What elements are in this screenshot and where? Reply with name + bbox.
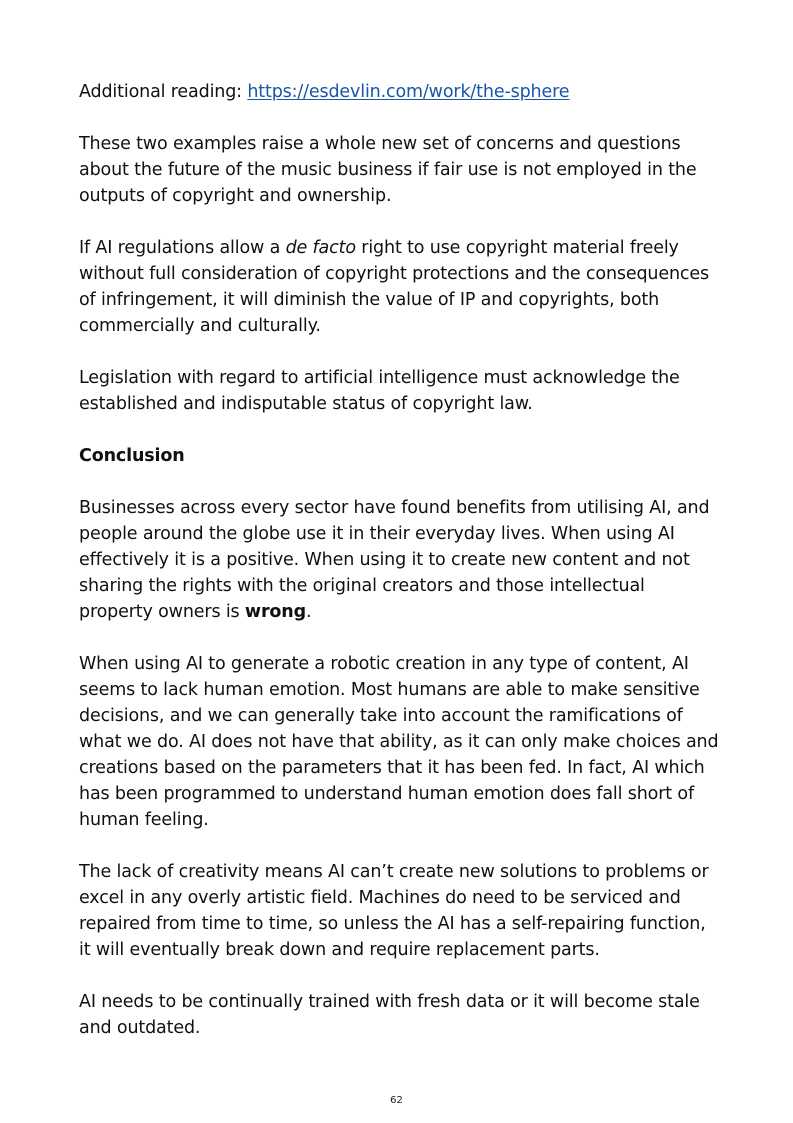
regulations-text-after: right to use copyright material freely without full consideration of copyright protections and the consequences of infringement, it will diminish the value of IP and copyrights, both commercially and culturally. <box>79 238 709 336</box>
page-number: 62 <box>390 1095 403 1106</box>
creativity-paragraph: The lack of creativity means AI can’t create new solutions to problems or excel in any overly artistic field. Machines do need to be serviced and repaired from time to time, so unless the AI has a self-repairing function, it will eventually break down and require replacement parts. <box>79 862 709 960</box>
additional-reading-label: Additional reading: <box>79 82 248 102</box>
regulations-paragraph <box>79 235 719 339</box>
sphere-link[interactable]: https://esdevlin.com/work/the-sphere <box>247 82 570 102</box>
concerns-paragraph: These two examples raise a whole new set of concerns and questions about the future of the music business if fair use is not employed in the outputs of copyright and ownership. <box>79 134 697 206</box>
businesses-text-before: Businesses across every sector have found benefits from utilising AI, and people around the globe use it in their everyday lives. When using AI effectively it is a positive. When using it to create new content and not sharing the rights with the original creators and those intellectual property owners is <box>79 498 710 622</box>
businesses-paragraph <box>79 495 719 625</box>
emotion-paragraph: When using AI to generate a robotic creation in any type of content, AI seems to lack human emotion. Most humans are able to make sensitive decisions, and we can generally take into account the ramifications of what we do. AI does not have that ability, as it can only make choices and creations based on the parameters that it has been fed. In fact, AI which has been programmed to understand human emotion does fall short of human feeling. <box>79 654 719 830</box>
businesses-text-after: . <box>305 602 312 622</box>
additional-reading-paragraph <box>79 79 719 105</box>
training-paragraph: AI needs to be continually trained with fresh data or it will become stale and outdated. <box>79 992 700 1038</box>
legislation-paragraph: Legislation with regard to artificial intelligence must acknowledge the established and indisputable status of copyright law. <box>79 368 680 414</box>
document-body <box>79 79 719 1067</box>
wrong-bold: wrong <box>244 602 306 622</box>
conclusion-heading: Conclusion <box>79 446 185 466</box>
de-facto-italic: de facto <box>285 238 356 258</box>
regulations-text-before: If AI regulations allow a <box>79 238 286 258</box>
